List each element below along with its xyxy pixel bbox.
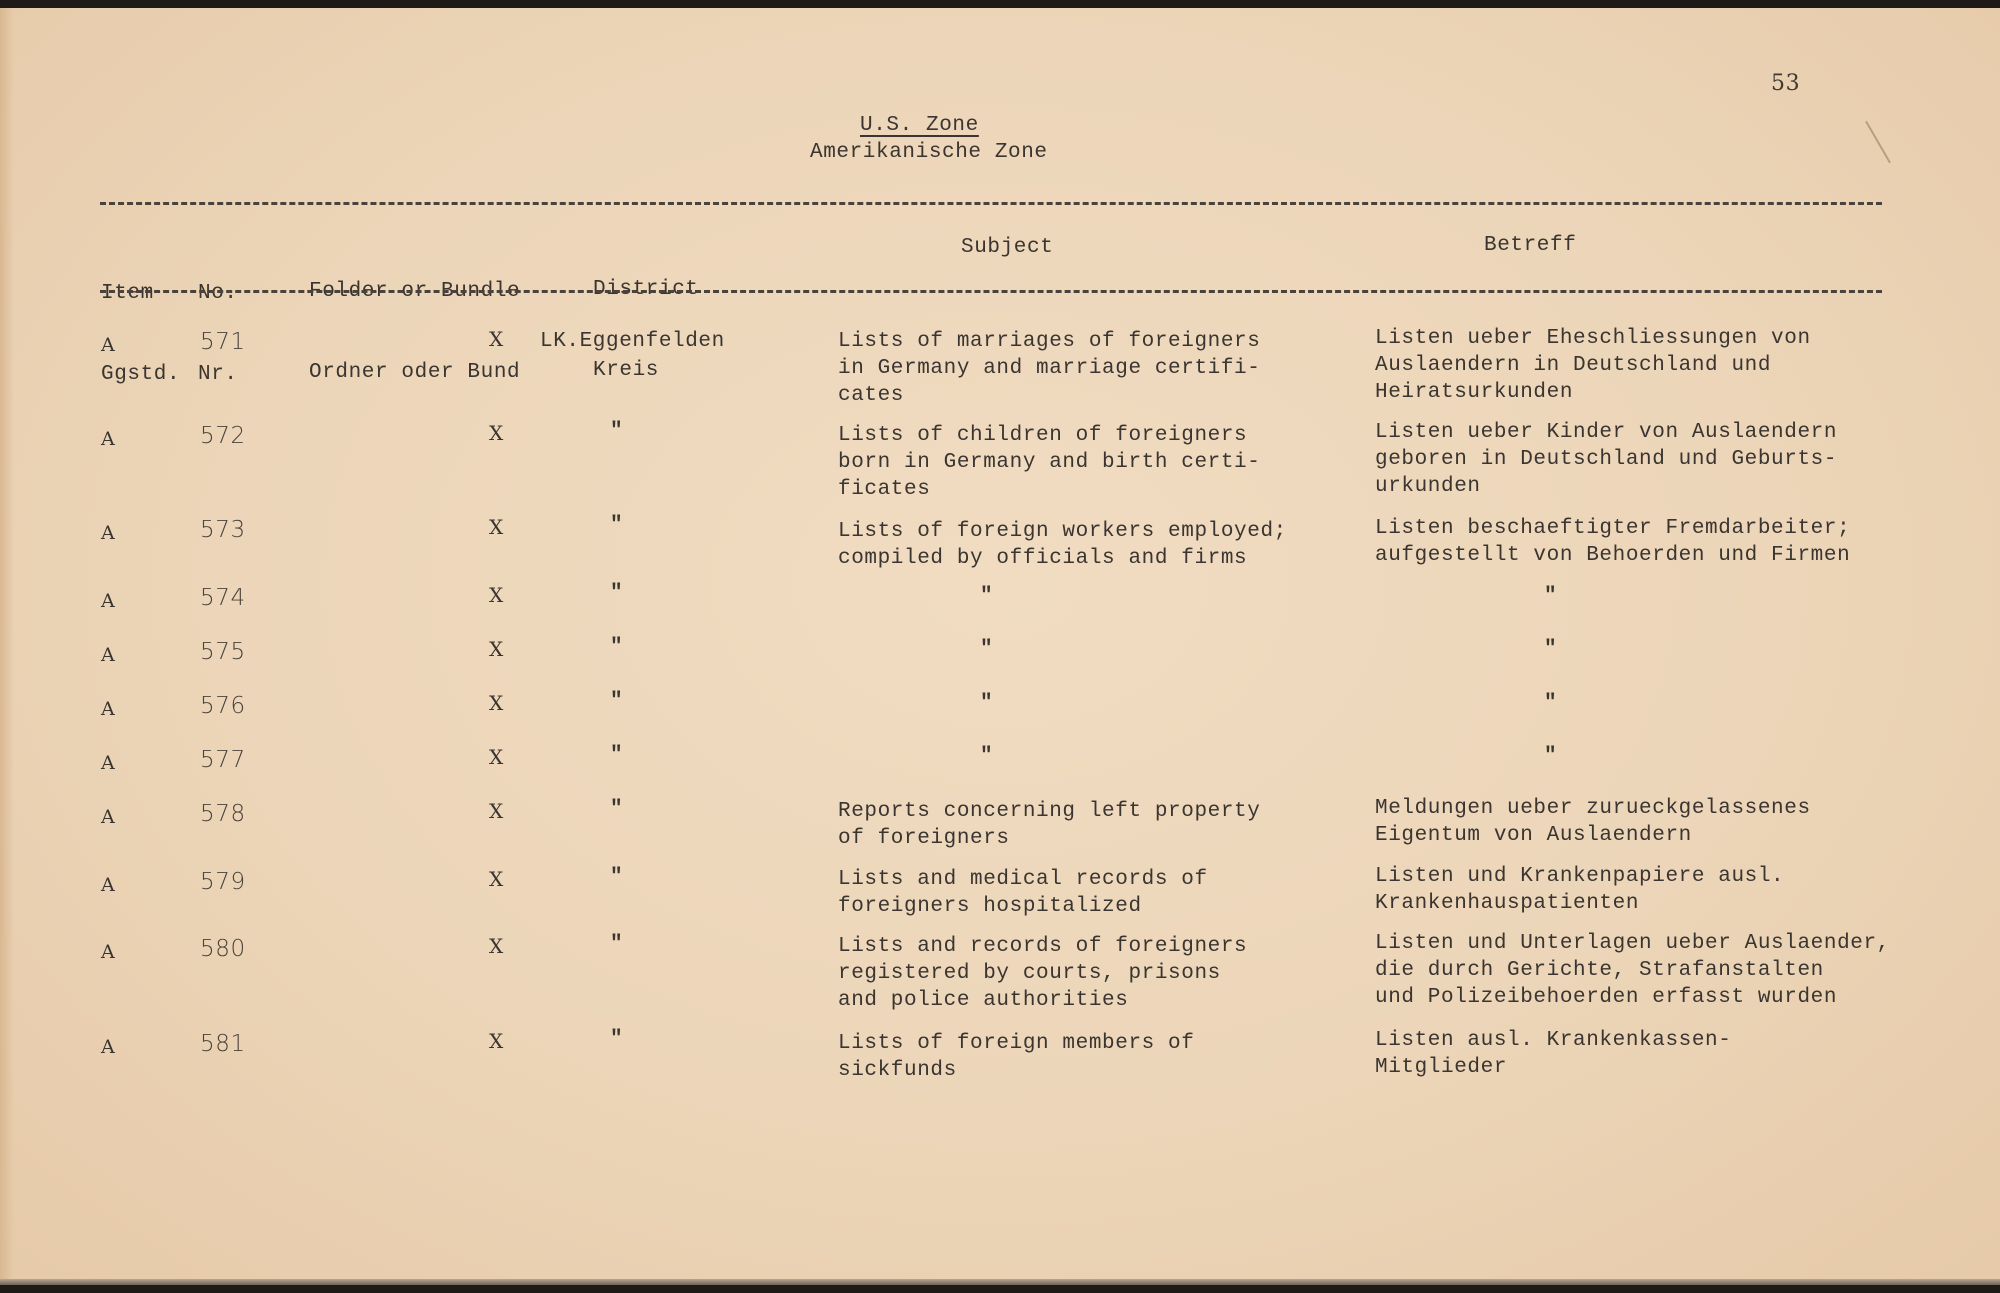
cell-folder-mark: X bbox=[489, 745, 504, 769]
cell-number: 574 bbox=[200, 585, 246, 611]
cell-item: A bbox=[101, 752, 116, 774]
header-divider-bottom bbox=[100, 290, 1882, 293]
cell-folder-mark: X bbox=[489, 799, 504, 823]
document-page bbox=[0, 8, 2000, 1285]
cell-district-ditto: " bbox=[610, 582, 624, 605]
cell-subject-ditto: " bbox=[980, 692, 994, 715]
cell-item: A bbox=[101, 428, 116, 450]
column-header-no: No. Nr. bbox=[198, 282, 238, 386]
cell-item: A bbox=[101, 334, 116, 356]
cell-item: A bbox=[101, 941, 116, 963]
cell-number: 576 bbox=[200, 693, 246, 719]
cell-folder-mark: X bbox=[489, 637, 504, 661]
cell-number: 581 bbox=[200, 1031, 246, 1057]
page-title: U.S. Zone bbox=[860, 114, 979, 137]
cell-number: 577 bbox=[200, 747, 246, 773]
column-header-folder: Folder or Bundle Ordner oder Bund bbox=[309, 280, 521, 384]
cell-item: A bbox=[101, 644, 116, 666]
cell-folder-mark: X bbox=[489, 583, 504, 607]
cell-folder-mark: X bbox=[489, 934, 504, 958]
cell-district-ditto: " bbox=[610, 636, 624, 659]
cell-subject: Lists of foreign workers employed; compiled by officials and firms bbox=[838, 520, 1287, 570]
column-header-betreff: Betreff bbox=[1484, 234, 1577, 257]
column-header-district: District Kreis bbox=[593, 278, 699, 382]
cell-item: A bbox=[101, 522, 116, 544]
cell-district-ditto: " bbox=[610, 420, 624, 443]
cell-subject: Reports concerning left property of foreigners bbox=[838, 800, 1261, 850]
cell-district-ditto: " bbox=[610, 866, 624, 889]
cell-number: 572 bbox=[200, 423, 246, 449]
cell-number: 580 bbox=[200, 936, 246, 962]
cell-district: LK.Eggenfelden bbox=[540, 330, 725, 353]
cell-betreff: Listen und Unterlagen ueber Auslaender, die durch Gerichte, Strafanstalten und Polizeibehoerden erfasst wurden bbox=[1375, 932, 1890, 1009]
cell-betreff: Meldungen ueber zurueckgelassenes Eigentum von Auslaendern bbox=[1375, 797, 1811, 847]
cell-betreff-ditto: " bbox=[1544, 692, 1558, 715]
cell-subject-ditto: " bbox=[980, 638, 994, 661]
cell-subject: Lists and medical records of foreigners hospitalized bbox=[838, 868, 1208, 918]
cell-item: A bbox=[101, 1036, 116, 1058]
cell-number: 573 bbox=[200, 517, 246, 543]
cell-folder-mark: X bbox=[489, 1029, 504, 1053]
cell-betreff: Listen und Krankenpapiere ausl. Krankenhauspatienten bbox=[1375, 865, 1785, 915]
cell-folder-mark: X bbox=[489, 421, 504, 445]
cell-district-ditto: " bbox=[610, 1028, 624, 1051]
cell-folder-mark: X bbox=[489, 327, 504, 351]
cell-district-ditto: " bbox=[610, 744, 624, 767]
cell-betreff-ditto: " bbox=[1544, 745, 1558, 768]
cell-subject: Lists of foreign members of sickfunds bbox=[838, 1032, 1195, 1082]
cell-number: 575 bbox=[200, 639, 246, 665]
cell-betreff: Listen ausl. Krankenkassen- Mitglieder bbox=[1375, 1029, 1732, 1079]
cell-subject: Lists of children of foreigners born in Germany and birth certi- ficates bbox=[838, 424, 1261, 501]
cell-betreff: Listen ueber Eheschliessungen von Auslaendern in Deutschland und Heiratsurkunden bbox=[1375, 327, 1811, 404]
cell-district-ditto: " bbox=[610, 933, 624, 956]
cell-folder-mark: X bbox=[489, 691, 504, 715]
cell-district-ditto: " bbox=[610, 514, 624, 537]
cell-betreff-ditto: " bbox=[1544, 638, 1558, 661]
paper-crease-mark bbox=[1865, 121, 1891, 164]
column-header-subject: Subject bbox=[961, 236, 1054, 259]
header-divider-top bbox=[100, 202, 1882, 205]
cell-folder-mark: X bbox=[489, 515, 504, 539]
cell-subject: Lists and records of foreigners registered by courts, prisons and police authorities bbox=[838, 935, 1248, 1012]
cell-item: A bbox=[101, 874, 116, 896]
cell-item: A bbox=[101, 590, 116, 612]
cell-district-ditto: " bbox=[610, 798, 624, 821]
cell-subject-ditto: " bbox=[980, 745, 994, 768]
cell-betreff-ditto: " bbox=[1544, 585, 1558, 608]
cell-betreff: Listen beschaeftigter Fremdarbeiter; aufgestellt von Behoerden und Firmen bbox=[1375, 517, 1851, 567]
cell-number: 579 bbox=[200, 869, 246, 895]
cell-subject-ditto: " bbox=[980, 585, 994, 608]
cell-betreff: Listen ueber Kinder von Auslaendern geboren in Deutschland und Geburts- urkunden bbox=[1375, 421, 1838, 498]
cell-item: A bbox=[101, 806, 116, 828]
page-subtitle: Amerikanische Zone bbox=[810, 141, 1048, 164]
cell-district-ditto: " bbox=[610, 690, 624, 713]
column-header-item: Item Ggstd. bbox=[101, 282, 181, 386]
cell-number: 571 bbox=[200, 329, 246, 355]
cell-subject: Lists of marriages of foreigners in Germany and marriage certifi- cates bbox=[838, 330, 1261, 407]
cell-item: A bbox=[101, 698, 116, 720]
cell-number: 578 bbox=[200, 801, 246, 827]
page-number: 53 bbox=[1771, 71, 1801, 96]
cell-folder-mark: X bbox=[489, 867, 504, 891]
